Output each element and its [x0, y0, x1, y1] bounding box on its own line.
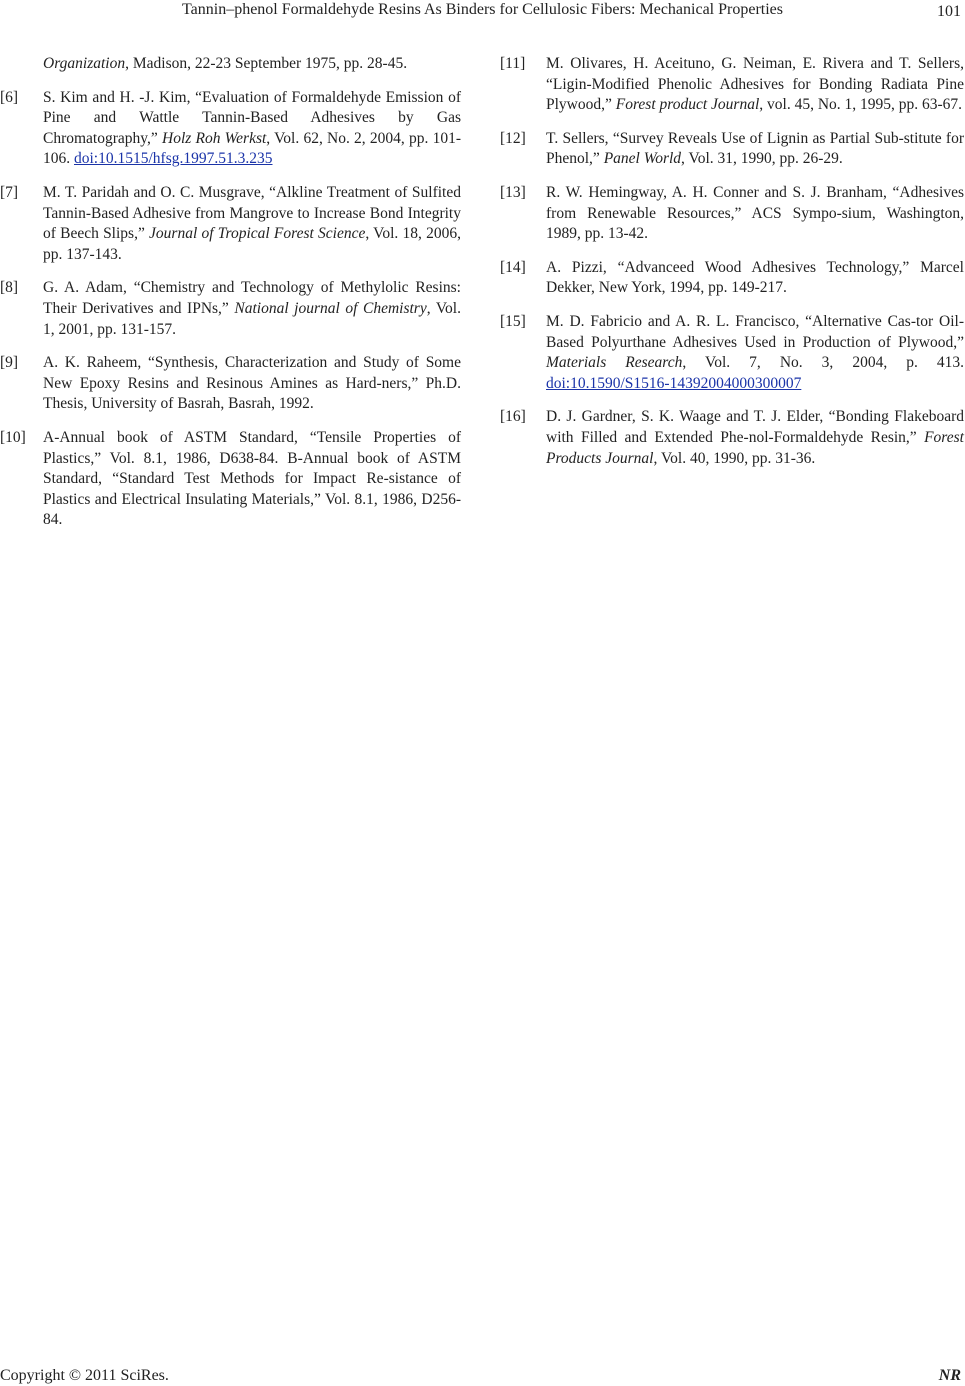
reference-14: [500, 258, 964, 299]
continuation-italic: Organization: [43, 55, 126, 72]
doi-link[interactable]: doi:10.1515/hfsg.1997.51.3.235: [74, 150, 273, 168]
reference-number: [11]: [500, 55, 526, 72]
reference-details: , Vol. 40, 1990, pp. 31-36.: [653, 449, 816, 467]
right-column: [500, 54, 964, 482]
reference-text: D. J. Gardner, S. K. Waage and T. J. Elder, “Bonding Flakeboard with Filled and Extended Phe-nol-Formaldehyde Resin,”: [546, 408, 964, 446]
reference-6: [0, 88, 461, 170]
reference-text: A. Pizzi, “Advanceed Wood Adhesives Technology,” Marcel Dekker, New York, 1994, pp. 149-217.: [546, 258, 964, 297]
footer-copyright: Copyright © 2011 SciRes.: [0, 1367, 169, 1384]
reference-continuation: [43, 54, 461, 75]
reference-details: , Vol. 18, 2006, pp. 137-143.: [43, 225, 461, 263]
reference-journal: Forest product Journal: [615, 96, 760, 114]
reference-9: [0, 353, 461, 415]
reference-number: [8]: [0, 279, 19, 297]
reference-details: , Vol. 31, 1990, pp. 26-29.: [681, 150, 843, 168]
reference-number: [7]: [0, 183, 19, 201]
running-header-title: Tannin–phenol Formaldehyde Resins As Binders for Cellulosic Fibers: Mechanical Properties: [182, 1, 783, 18]
reference-details: , Vol. 1, 2001, pp. 131-157.: [43, 299, 461, 338]
reference-16: [500, 407, 964, 469]
reference-journal: Holz Roh Werkst: [162, 129, 267, 147]
reference-11: [500, 54, 964, 116]
reference-journal: Materials Research: [546, 354, 683, 372]
reference-text: A. K. Raheem, “Synthesis, Characterization and Study of Some New Epoxy Resins and Resinous Amines as Hard-ners,” Ph.D. Thesis, University of Basrah, Basrah, 1992.: [43, 354, 461, 413]
reference-journal: Forest Products Journal: [546, 428, 964, 467]
left-column: [0, 54, 461, 544]
reference-journal: Panel World: [603, 150, 682, 168]
reference-text: R. W. Hemingway, A. H. Conner and S. J. Branham, “Adhesives from Renewable Resources,” ACS Sympo-sium, Washington, 1989, pp. 13-42.: [546, 183, 964, 243]
doi-link[interactable]: doi:10.1590/S1516-14392004000300007: [546, 374, 802, 392]
reference-number: [16]: [500, 408, 526, 426]
reference-number: [6]: [0, 88, 19, 106]
reference-number: [9]: [0, 354, 19, 372]
reference-12: [500, 129, 964, 170]
reference-details: , Vol. 62, No. 2, 2004, pp. 101-106.: [43, 129, 461, 168]
reference-details: , Vol. 7, No. 3, 2004, p. 413.: [682, 354, 964, 372]
reference-15: [500, 312, 964, 394]
reference-journal: Journal of Tropical Forest Science: [149, 225, 366, 243]
reference-number: [15]: [500, 312, 526, 330]
reference-text: S. Kim and H. -J. Kim, “Evaluation of Formaldehyde Emission of Pine and Wattle Tannin-Based Adhesives by Gas Chromatography,”: [43, 88, 461, 147]
reference-8: [0, 278, 461, 340]
reference-number: [10]: [0, 428, 26, 446]
reference-text: G. A. Adam, “Chemistry and Technology of Methylolic Resins: Their Derivatives and IPNs,”: [43, 279, 461, 317]
footer-journal-abbrev: NR: [938, 1367, 961, 1384]
reference-10: [0, 428, 461, 531]
reference-text: M. Olivares, H. Aceituno, G. Neiman, E. Rivera and T. Sellers, “Ligin-Modified Phenolic Adhesives for Bonding Radiata Pine Plywood,”: [546, 55, 964, 114]
reference-details: , vol. 45, No. 1, 1995, pp. 63-67.: [759, 96, 963, 114]
reference-text: M. T. Paridah and O. C. Musgrave, “Alkline Treatment of Sulfited Tannin-Based Adhesive from Mangrove to Increase Bond Integrity of Beech Slips,”: [43, 183, 461, 243]
page-number: 101: [937, 3, 961, 20]
reference-number: [12]: [500, 129, 526, 147]
reference-number: [14]: [500, 258, 526, 276]
reference-text: T. Sellers, “Survey Reveals Use of Lignin as Partial Sub-stitute for Phenol,”: [546, 129, 964, 168]
reference-number: [13]: [500, 183, 526, 201]
continuation-rest: , Madison, 22-23 September 1975, pp. 28-45.: [125, 55, 408, 72]
reference-7: [0, 183, 461, 265]
reference-13: [500, 183, 964, 245]
reference-text: A-Annual book of ASTM Standard, “Tensile Properties of Plastics,” Vol. 8.1, 1986, D638-84. B-Annual book of ASTM Standard, “Standard Test Methods for Impact Re-sistance of Plastics and Electrical Insulating Materials,” Vol. 8.1, 1986, D256-84.: [43, 428, 461, 529]
reference-text: M. D. Fabricio and A. R. L. Francisco, “Alternative Cas-tor Oil-Based Polyurthane Adhesives Used in Production of Plywood,”: [546, 312, 964, 351]
reference-journal: National journal of Chemistry: [234, 299, 427, 317]
